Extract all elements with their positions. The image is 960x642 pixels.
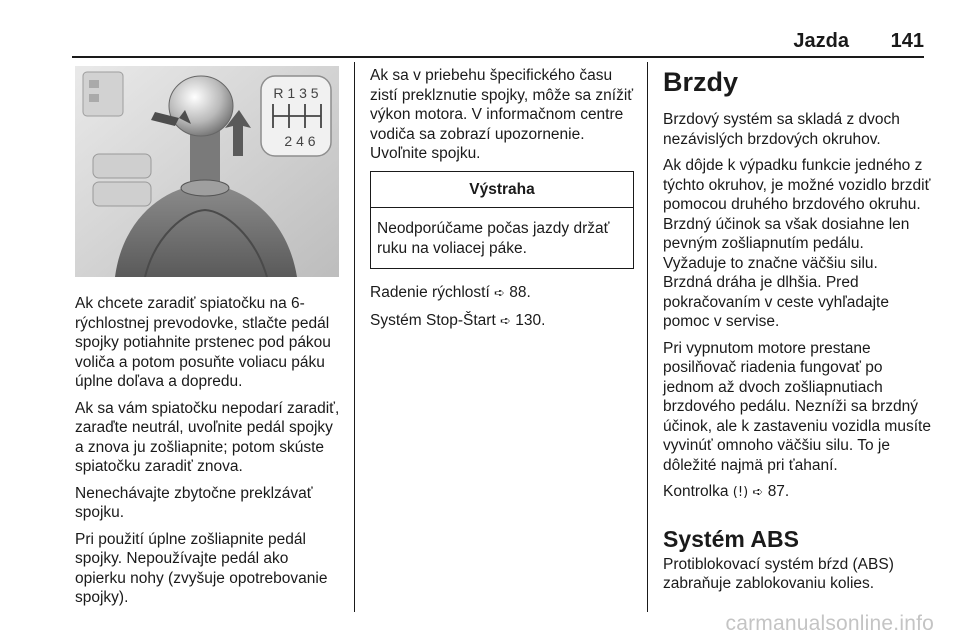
watermark: carmanualsonline.info <box>725 612 934 635</box>
section-heading-abs: Systém ABS <box>663 525 799 552</box>
reference-arrow-icon: ➪ <box>500 313 511 329</box>
reference-page: 130. <box>515 311 546 329</box>
gear-shift-photo <box>75 66 339 277</box>
header-rule <box>72 56 924 58</box>
indicator-reference <box>663 482 931 503</box>
page-header <box>72 24 924 58</box>
column-divider-right <box>647 62 648 612</box>
section-heading-brakes: Brzdy <box>663 67 739 97</box>
gear-shift-illustration <box>75 66 339 277</box>
indicator-text: Kontrolka <box>663 483 729 500</box>
cross-reference <box>370 311 634 332</box>
brake-warning-icon: (!) <box>732 485 749 500</box>
middle-column <box>370 66 634 338</box>
paragraph: Pri vypnutom motore prestane posilňovač riadenia fungovať po jednom až dvoch zošliapnutiach brzdového pedálu. Nezníži sa brzdný účinok, ale k zastaveniu vozidla musíte vyvinúť omnoho väčšiu silu. To je dôležité najmä pri ťahaní. <box>663 339 931 474</box>
right-column <box>663 66 931 601</box>
paragraph: Nenechávajte zbytočne preklzávať spojku. <box>75 484 313 521</box>
chapter-title: Jazda <box>793 30 849 52</box>
warning-box <box>370 171 634 270</box>
reference-page: 87. <box>767 483 790 500</box>
paragraph: Ak chcete zaradiť spiatočku na 6-rýchlostnej prevodovke, stlačte pedál spojky potiahnite prstenec pod pákou voliča a potom posuňte voliacu páku úplne doľava a dopredu. <box>75 295 331 390</box>
reference-page: 88. <box>509 284 531 301</box>
gear-pattern-top-row: R 1 3 5 <box>273 85 319 101</box>
cross-reference <box>370 283 634 304</box>
reference-text: Radenie rýchlostí <box>370 284 490 301</box>
paragraph: Ak dôjde k výpadku funkcie jedného z týchto okruhov, je možné vozidlo brzdiť pomocou druhého brzdového okruhu. Brzdný účinok sa však dosiahne len pevným zošliapnutím pedálu. Vyžaduje to značne väčšiu silu. Brzdná dráha je dlhšia. Pred pokračovaním v ceste vyhľadajte pomoc v servise. <box>663 157 931 330</box>
column-divider-left <box>354 62 355 612</box>
left-column <box>75 294 343 615</box>
paragraph: Brzdový systém sa skladá z dvoch nezávislých brzdových okruhov. <box>663 111 900 148</box>
paragraph: Ak sa v priebehu špecifického času zistí preklznutie spojky, môže sa znížiť výkon motora. V informačnom centre vodiča sa zobrazí upozornenie. Uvoľnite spojku. <box>370 67 634 162</box>
warning-text: Neodporúčame počas jazdy držať ruku na voliacej páke. <box>377 220 610 257</box>
reference-text: Systém Stop-Štart <box>370 311 496 329</box>
reference-arrow-icon: ➪ <box>752 485 764 500</box>
paragraph: Pri použití úplne zošliapnite pedál spojky. Nepoužívajte pedál ako opierku nohy (zvyšuje opotrebovanie spojky). <box>75 530 328 606</box>
paragraph: Ak sa vám spiatočku nepodarí zaradiť, zaraďte neutrál, uvoľnite pedál spojky a znova ju zošliapnite; potom skúste spiatočku zaradiť znova. <box>75 399 340 475</box>
gear-pattern-bottom-row: 2 4 6 <box>284 133 316 149</box>
warning-title: Výstraha <box>371 172 633 209</box>
paragraph: Protiblokovací systém bŕzd (ABS) zabraňuje zablokovaniu kolies. <box>663 555 894 592</box>
page-number: 141 <box>890 30 924 52</box>
reference-arrow-icon: ➪ <box>494 286 505 301</box>
